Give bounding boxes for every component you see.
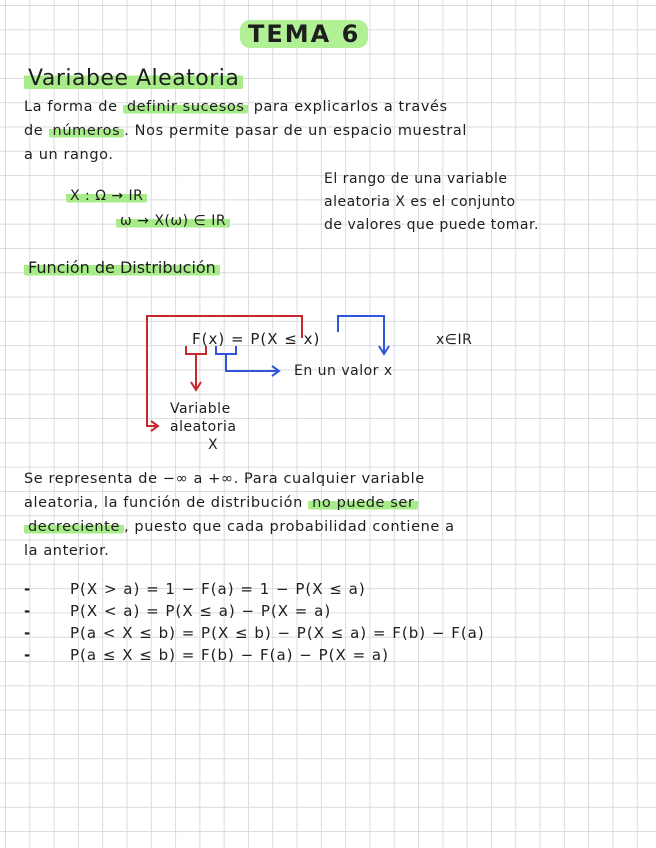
mapping-line-1: X : Ω → IR	[66, 188, 147, 204]
paragraph2-line-2: aleatoria, la función de distribución no puede ser	[24, 492, 418, 515]
bullet-dash: -	[24, 624, 31, 642]
domain-label: x∈IR	[436, 332, 473, 348]
paragraph2-line-1: Se representa de −∞ a +∞. Para cualquier variable	[24, 471, 425, 487]
bullet-dash: -	[24, 580, 31, 598]
paragraph2-line-4: la anterior.	[24, 543, 110, 559]
section-heading-variable-aleatoria: Variabee Aleatoria	[24, 66, 243, 91]
bullet-dash: -	[24, 646, 31, 664]
paragraph-line-3: a un rango.	[24, 147, 114, 163]
page-title: TEMA 6	[240, 20, 368, 48]
paragraph-line-2: de números . Nos permite pasar de un espacio muestral	[24, 123, 467, 139]
mapping-line-2: ω → X(ω) ∈ IR	[116, 213, 230, 229]
distribution-formula: F(x) = P(X ≤ x)	[192, 330, 321, 348]
bullet-dash: -	[24, 602, 31, 620]
red-annotation: Variable aleatoria X	[170, 401, 237, 453]
range-note: El rango de una variable aleatoria X es el conjunto de valores que puede tomar.	[324, 171, 539, 233]
paragraph2-line-3: decreciente , puesto que cada probabilidad contiene a	[24, 516, 455, 539]
paragraph-line-1: La forma de definir sucesos para explicarlos a través	[24, 99, 448, 115]
blue-annotation: En un valor x	[294, 363, 393, 379]
section-heading-funcion-distribucion: Función de Distribución	[24, 258, 220, 277]
